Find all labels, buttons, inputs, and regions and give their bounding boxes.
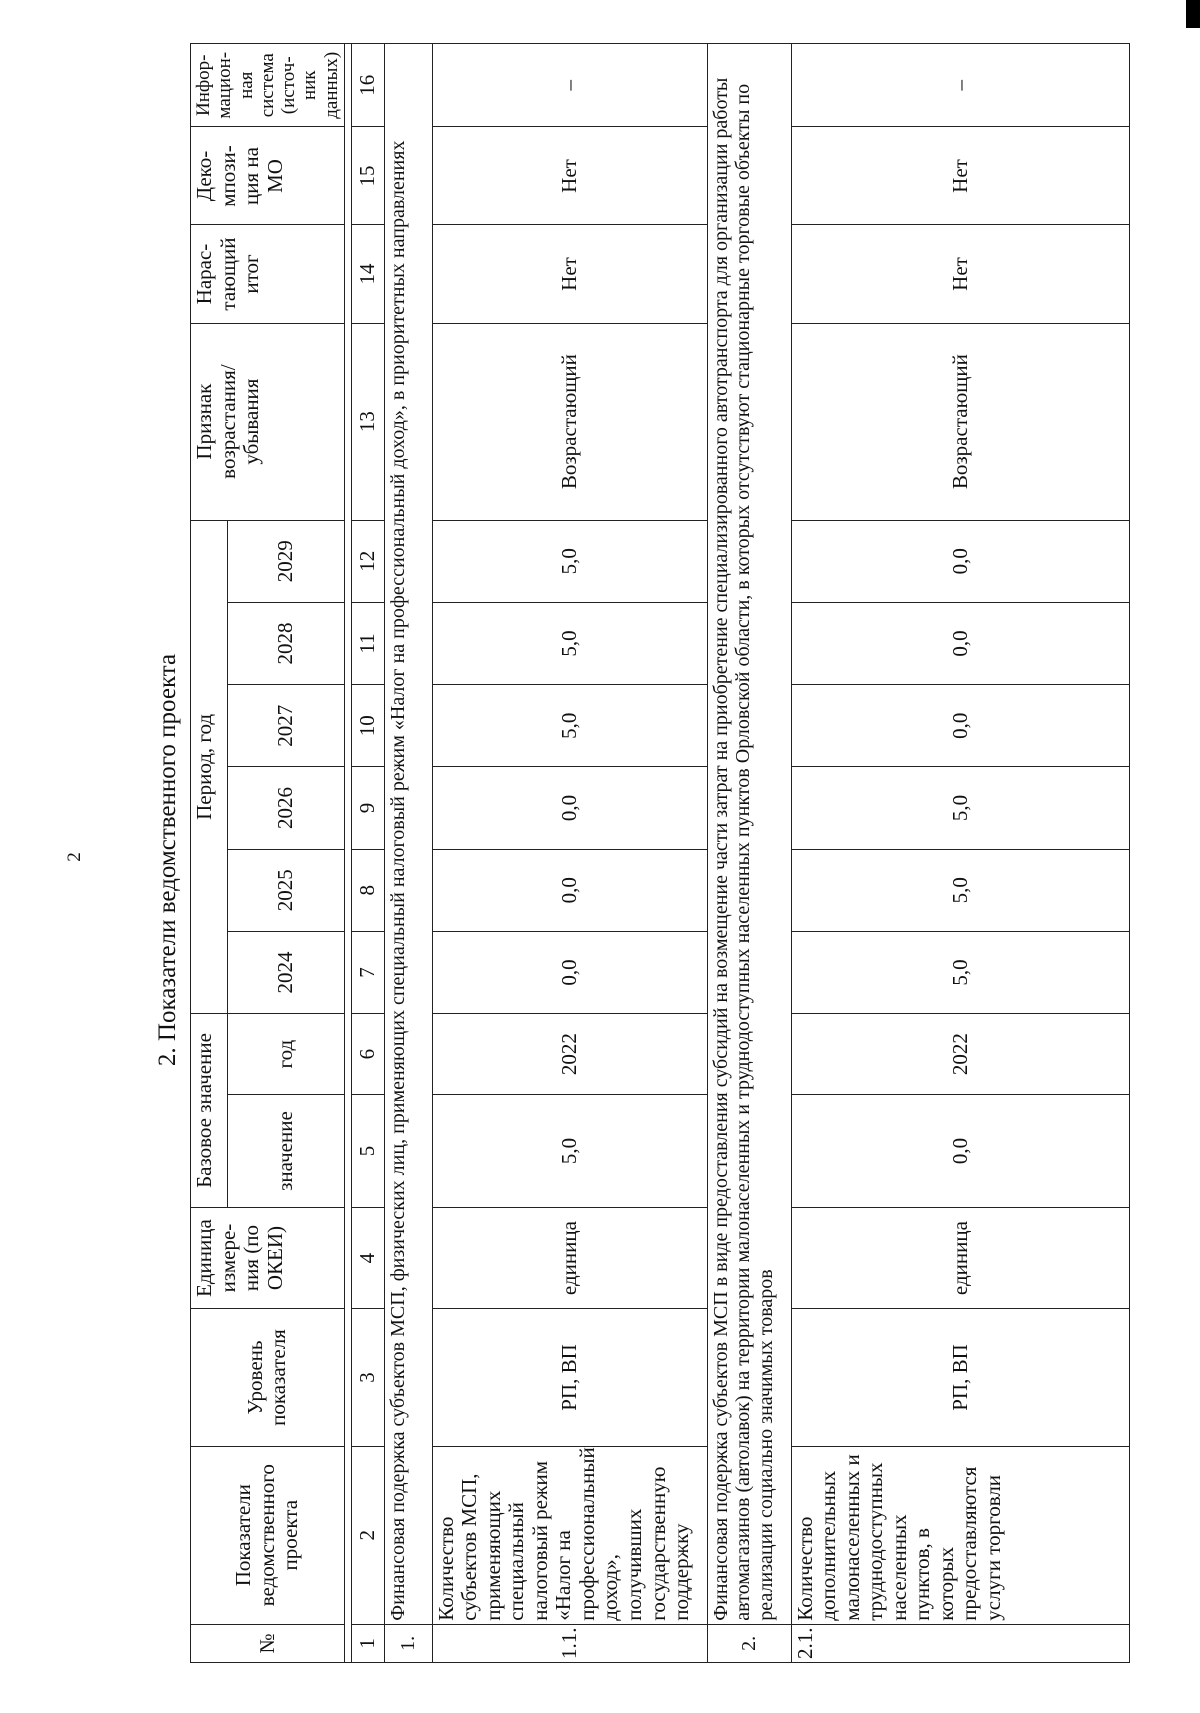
row-number: 2.1. [791, 1624, 1129, 1662]
header-base-group: Базовое значение [191, 1014, 228, 1208]
header-base-year: год [227, 1014, 344, 1095]
column-number: 16 [351, 44, 384, 127]
column-number: 10 [351, 685, 384, 767]
row-value-2027: 5,0 [432, 685, 707, 767]
row-value-2024: 5,0 [791, 931, 1129, 1013]
row-value-2028: 5,0 [432, 602, 707, 684]
section-number: 1. [384, 1624, 432, 1662]
header-year: 2026 [227, 767, 344, 849]
column-number: 11 [351, 602, 384, 684]
row-decomposition: Нет [791, 127, 1129, 225]
column-number: 5 [351, 1095, 384, 1208]
row-unit: единица [432, 1207, 707, 1308]
column-number: 4 [351, 1207, 384, 1308]
section-number: 2. [707, 1624, 791, 1662]
row-trend: Возрастающий [432, 323, 707, 520]
page-number: 2 [63, 852, 85, 862]
row-value-2024: 0,0 [432, 931, 707, 1013]
scan-corner-mark [1186, 0, 1200, 28]
row-decomposition: Нет [432, 127, 707, 225]
header-trend: Признак возрастания/ убывания [191, 323, 345, 520]
column-number: 15 [351, 127, 384, 225]
row-base-year: 2022 [432, 1014, 707, 1095]
row-value-2026: 0,0 [432, 767, 707, 849]
indicators-table-rotated [190, 43, 1130, 1663]
row-info-system: – [791, 44, 1129, 127]
row-unit: единица [791, 1207, 1129, 1308]
section-title: Финансовая подержка субъектов МСП, физических лиц, применяющих специальный налоговый режим «Налог на профессиональный доход», в приоритетных направлениях [384, 44, 432, 1625]
header-indicator: Показатели ведомственного проекта [191, 1446, 345, 1624]
header-no: № [191, 1624, 345, 1662]
row-base-value: 5,0 [432, 1095, 707, 1208]
header-period-group: Период, год [191, 520, 228, 1013]
row-info-system: – [432, 44, 707, 127]
header-unit: Единица измере-ния (по ОКЕИ) [191, 1207, 345, 1308]
column-number: 3 [351, 1309, 384, 1446]
row-level: РП, ВП [791, 1309, 1129, 1446]
row-value-2026: 5,0 [791, 767, 1129, 849]
column-number: 2 [351, 1446, 384, 1624]
indicators-table [190, 43, 1130, 1663]
page-title: 2. Показатели ведомственного проекта [154, 653, 181, 1067]
row-value-2027: 0,0 [791, 685, 1129, 767]
row-value-2029: 0,0 [791, 520, 1129, 602]
column-number: 9 [351, 767, 384, 849]
row-number: 1.1. [432, 1624, 707, 1662]
header-base-value: значение [227, 1095, 344, 1208]
row-base-value: 0,0 [791, 1095, 1129, 1208]
column-number: 1 [351, 1624, 384, 1662]
column-number: 8 [351, 849, 384, 931]
header-cumulative: Нарас-тающий итог [191, 225, 345, 323]
row-value-2025: 5,0 [791, 849, 1129, 931]
header-decomposition: Деко-мпози-ция на МО [191, 127, 345, 225]
row-cumulative: Нет [791, 225, 1129, 323]
column-number: 14 [351, 225, 384, 323]
header-level: Уровень показателя [191, 1309, 345, 1446]
section-title: Финансовая подержка субъектов МСП в виде предоставления субсидий на возмещение части затрат на приобретение специализированного автотранспорта для организации работы автомагазинов (автолавок) на территории малонаселенных и труднодоступных населенных пунктов Орловской области, в которых отсутствуют стационарные торговые объекты по реализации социально значимых товаров [707, 44, 791, 1625]
header-year: 2027 [227, 685, 344, 767]
header-separator [344, 44, 351, 1663]
row-value-2029: 5,0 [432, 520, 707, 602]
header-year: 2025 [227, 849, 344, 931]
header-year: 2029 [227, 520, 344, 602]
header-info-system: Инфор-мацион-ная система (источ-ник данных) [191, 44, 345, 127]
header-year: 2024 [227, 931, 344, 1013]
row-level: РП, ВП [432, 1309, 707, 1446]
row-value-2025: 0,0 [432, 849, 707, 931]
column-number: 13 [351, 323, 384, 520]
row-indicator: Количество дополнительных малонаселенных и труднодоступных населенных пунктов, в которых предоставляются услуги торговли [791, 1446, 1129, 1624]
row-trend: Возрастающий [791, 323, 1129, 520]
row-value-2028: 0,0 [791, 602, 1129, 684]
row-indicator: Количество субъектов МСП, применяющих специальный налоговый режим «Налог на профессиональный доход», получивших государственную поддержку [432, 1446, 707, 1624]
column-number: 12 [351, 520, 384, 602]
header-year: 2028 [227, 602, 344, 684]
row-base-year: 2022 [791, 1014, 1129, 1095]
column-number: 6 [351, 1014, 384, 1095]
row-cumulative: Нет [432, 225, 707, 323]
column-number: 7 [351, 931, 384, 1013]
